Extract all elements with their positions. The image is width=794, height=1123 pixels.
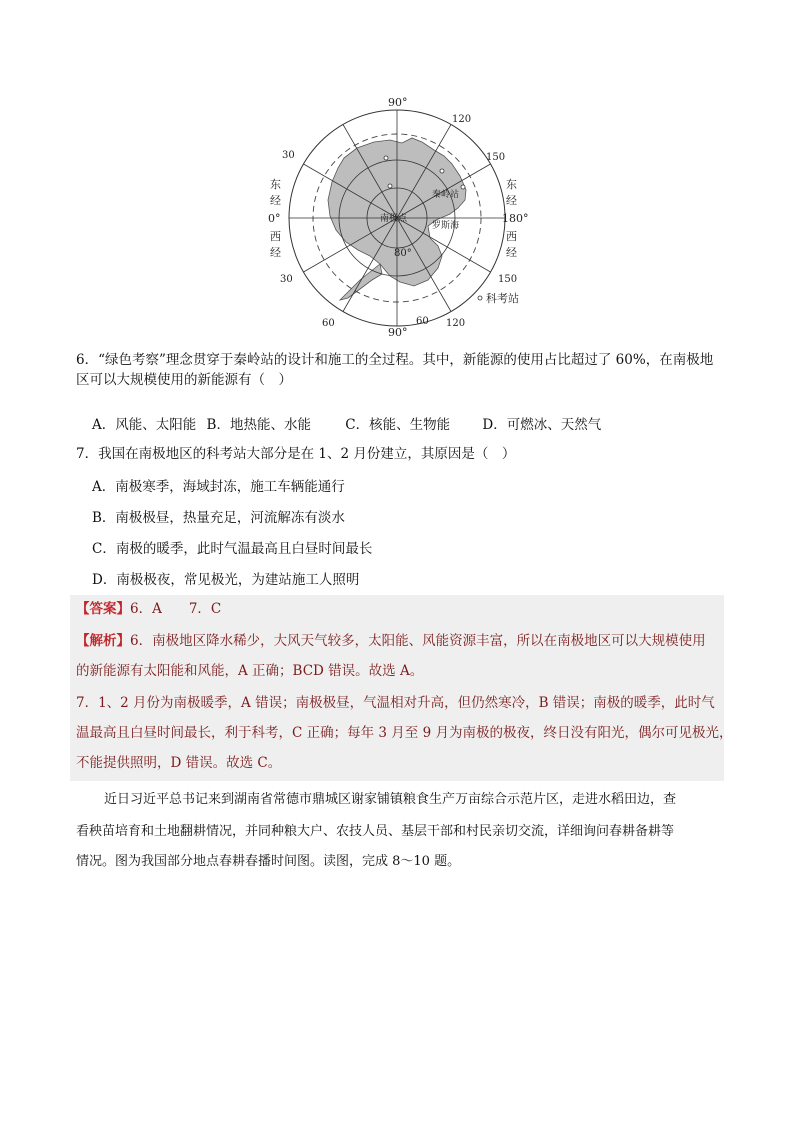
antarctica-map-svg — [262, 96, 532, 340]
analysis-line-4: 温最高且白昼时间最长，利于科考，C 正确；每年 3 月至 9 月为南极的极夜，终日没有阳光，偶尔可见极光， — [76, 725, 733, 741]
station-dot — [440, 169, 444, 173]
intro-line-1: 近日习近平总书记来到湖南省常德市鼎城区谢家铺镇粮食生产万亩综合示范片区，走进水稻田边，查 — [104, 792, 677, 807]
q6-option-a: A．风能、太阳能 — [92, 417, 197, 433]
label-east-right: 东 — [506, 178, 517, 191]
label-south-pole: 南极点 — [380, 214, 408, 224]
q6-option-d: D．可燃冰、天然气 — [482, 417, 602, 433]
label-jing-left-bottom: 经 — [270, 246, 281, 259]
q6-option-b: B．地热能、水能 — [206, 417, 311, 433]
label-west-right: 西 — [506, 230, 517, 243]
analysis-text-1: 6．南极地区降水稀少，大风天气较多，太阳能、风能资源丰富，所以在南极地区可以大规模使用 — [130, 633, 706, 649]
intro-line-3: 情况。图为我国部分地点春耕春播时间图。读图，完成 8～10 题。 — [76, 854, 461, 869]
question-7-stem: 7．我国在南极地区的科考站大部分是在 1、2 月份建立，其原因是（ ） — [76, 446, 516, 462]
label-90-top: 90° — [388, 96, 408, 109]
label-120-bottom: 120 — [446, 318, 466, 329]
label-150-bottom: 150 — [498, 274, 518, 285]
label-jing-right-bottom: 经 — [506, 246, 517, 259]
antarctica-map — [262, 96, 532, 340]
station-dot-qinling — [461, 185, 465, 189]
question-6-options — [92, 413, 607, 433]
q7-option-a: A．南极寒季，海域封冻，施工车辆能通行 — [92, 479, 345, 495]
answer-tag: 【答案】 — [76, 601, 130, 617]
answer-text: 6．A 7．C — [130, 601, 222, 617]
label-30-bottom: 30 — [280, 274, 293, 285]
station-dot — [388, 184, 392, 188]
label-180: 180° — [502, 212, 529, 225]
q7-option-c: C．南极的暖季，此时气温最高且白昼时间最长 — [92, 541, 373, 557]
label-0: 0° — [268, 212, 281, 225]
label-lat-80: 80° — [394, 248, 412, 259]
label-120-top: 120 — [452, 114, 472, 125]
intro-line-2: 看秧苗培育和土地翻耕情况，并同种粮大户、农技人员、基层干部和村民亲切交流，详细询问春耕备耕等 — [76, 824, 675, 839]
label-60-right: 60 — [416, 316, 429, 327]
question-6-stem: 6．“绿色考察”理念贯穿于秦岭站的设计和施工的全过程。其中，新能源的使用占比超过了 60%，在南极地区可以大规模使用的新能源有（ ） — [76, 352, 714, 388]
label-east-left: 东 — [270, 178, 281, 191]
analysis-line-3: 7．1、2 月份为南极暖季，A 错误；南极极昼，气温相对升高，但仍然寒冷，B 错误；南极的暖季，此时气 — [76, 695, 715, 711]
label-60-left: 60 — [322, 318, 335, 329]
label-jing-left-top: 经 — [270, 194, 281, 207]
q7-option-d: D．南极极夜，常见极光，为建站施工人照明 — [92, 572, 360, 588]
label-qinling-station: 秦岭站 — [432, 190, 460, 200]
label-150-top: 150 — [486, 152, 506, 163]
analysis-tag: 【解析】 — [76, 633, 130, 649]
label-west-left: 西 — [270, 230, 281, 243]
answer-line — [76, 598, 221, 620]
q6-option-c: C．核能、生物能 — [345, 417, 451, 433]
label-station-legend: 科考站 — [486, 292, 519, 305]
station-dot — [384, 156, 388, 160]
label-30-top: 30 — [282, 150, 295, 161]
legend-station-dot — [478, 296, 482, 300]
analysis-line-1 — [76, 630, 706, 652]
label-90-bottom: 90° — [388, 326, 408, 339]
analysis-line-5: 不能提供照明，D 错误。故选 C。 — [76, 755, 282, 771]
analysis-line-2: 的新能源有太阳能和风能，A 正确；BCD 错误。故选 A。 — [76, 663, 424, 679]
q7-option-b: B．南极极昼，热量充足，河流解冻有淡水 — [92, 510, 345, 526]
label-ross-sea: 罗斯海 — [432, 221, 460, 231]
label-jing-right-top: 经 — [506, 194, 517, 207]
